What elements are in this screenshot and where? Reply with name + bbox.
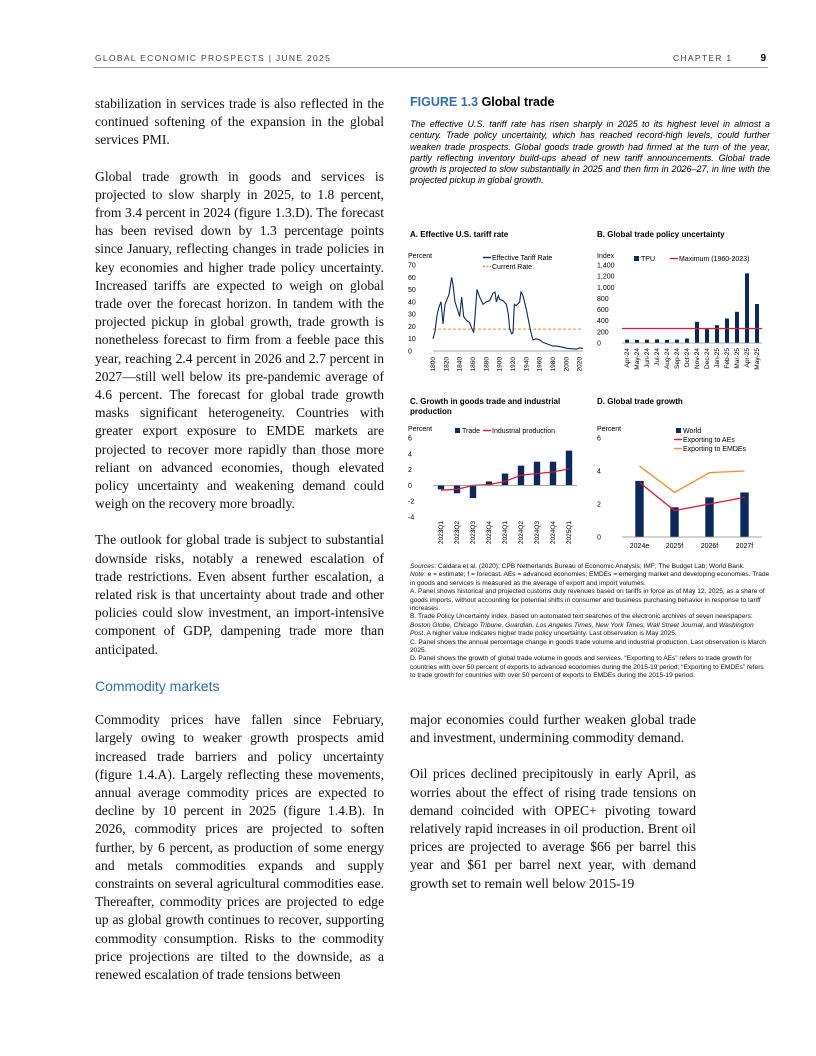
x-tick-label: Oct-24 (684, 348, 691, 368)
x-tick-label: 2024Q4 (550, 521, 557, 545)
tpu-bar (645, 340, 649, 343)
legend-swatch (455, 428, 460, 433)
y-tick-label: 2 (408, 467, 412, 475)
x-tick-label: May-25 (754, 348, 761, 370)
y-tick-label: 10 (408, 336, 416, 344)
tpu-bar (755, 304, 759, 343)
y-tick-label: -4 (408, 514, 415, 522)
note-b-papers: Boston Globe, Chicago Tribune, Guardian, Los Angeles Times, New York Times, Wall Street Journal (410, 621, 703, 629)
chart-c (405, 422, 590, 557)
tpu-bar (715, 325, 719, 343)
panel-b-title: B. Global trade policy uncertainty (597, 230, 725, 239)
x-tick-label: 2023Q3 (470, 521, 477, 545)
tpu-bar (725, 318, 729, 343)
sources-text: : Caldara et al. (2020); CPB Netherlands Bureau of Economic Analysis; IMF; The Budget Lab; World Bank. (434, 563, 745, 570)
y-tick-label: 600 (597, 307, 609, 315)
tpu-bar (745, 273, 749, 343)
note-b-wapo: Washington Post (410, 621, 754, 638)
x-tick-label: Apr-24 (624, 348, 631, 368)
paragraph: stabilization in services trade is also reflected in the continued softening of the expansion in the global services PMI. (95, 96, 384, 148)
y-axis-label: Index (597, 253, 615, 260)
y-tick-label: 0 (408, 348, 412, 356)
y-tick-label: 60 (408, 274, 416, 282)
legend-label: World (683, 428, 702, 435)
x-tick-label: Dec-24 (704, 348, 711, 369)
y-tick-label: 4 (597, 468, 601, 476)
figure-number: FIGURE 1.3 (410, 95, 479, 109)
y-tick-label: 30 (408, 311, 416, 319)
y-tick-label: 50 (408, 287, 416, 295)
paragraph: The outlook for global trade is subject to substantial downside risks, notably a renewed escalation of trade restrictions. Even absent further escalation, a related risk is that uncertainty about trade and other policies could slow investment, an import-intensive component of GDP, dampening trade more than anticipated. (95, 532, 384, 657)
x-tick-label: Jul-24 (654, 348, 661, 366)
panel-a-title: A. Effective U.S. tariff rate (410, 230, 509, 239)
y-tick-label: 800 (597, 295, 609, 303)
world-bar (635, 481, 643, 537)
world-bar (740, 492, 748, 537)
tpu-bar (665, 340, 669, 343)
legend-label: Effective Tariff Rate (492, 255, 553, 262)
x-tick-label: 2023Q4 (486, 521, 493, 545)
y-tick-label: 20 (408, 323, 416, 331)
running-header: GLOBAL ECONOMIC PROSPECTS | JUNE 2025 (95, 53, 332, 63)
note-b-post: . A higher value indicates higher trade policy uncertainty. Last observation is May 2025. (423, 630, 677, 638)
note-label: Note (410, 571, 424, 579)
y-axis-label: Percent (408, 253, 433, 260)
world-bar (670, 507, 678, 537)
chart-b (592, 245, 777, 385)
legend-swatch (634, 256, 639, 261)
sources-note (410, 563, 770, 571)
x-tick-label: Apr-25 (744, 348, 751, 368)
x-tick-label: 2023Q2 (454, 521, 461, 545)
x-tick-label: 1980 (550, 357, 557, 372)
x-tick-label: Feb-25 (724, 348, 731, 369)
tpu-bar (675, 340, 679, 343)
x-tick-label: 2023Q1 (438, 521, 445, 545)
note-b-pre: B. Trade Policy Uncertainty index, based on automated text searches of the electronic archives of seven newspapers: (410, 613, 753, 621)
x-tick-label: Jun-24 (644, 348, 651, 368)
right-column (410, 711, 696, 911)
figure-title (410, 95, 770, 109)
chapter-text: CHAPTER 1 (673, 53, 733, 63)
figure-header (410, 95, 770, 187)
x-tick-label: 2027f (735, 543, 754, 550)
y-axis-label: Percent (408, 426, 433, 433)
legend-label: Maximum (1960-2023) (679, 256, 750, 263)
trade-bar (502, 474, 508, 486)
x-tick-label: Jan-25 (714, 348, 721, 368)
x-tick-label: 2024Q1 (502, 521, 509, 545)
y-tick-label: 400 (597, 318, 609, 326)
x-tick-label: 1800 (430, 357, 437, 372)
x-tick-label: 1940 (523, 357, 531, 372)
legend-label: Industrial production (492, 428, 556, 435)
x-tick-label: Aug-24 (664, 348, 671, 369)
left-column (95, 95, 384, 1002)
x-tick-label: 2026f (700, 543, 719, 550)
general-note (410, 571, 770, 588)
chapter-label (673, 53, 766, 64)
y-tick-label: 0 (408, 482, 412, 490)
x-tick-label: Nov-24 (694, 348, 701, 369)
x-tick-label: 2024Q2 (518, 521, 525, 545)
sources-label: Sources (410, 563, 435, 570)
tpu-bar (705, 329, 709, 343)
note-b-and: , and (702, 621, 719, 629)
paragraph: major economies could further weaken global trade and investment, undermining commodity demand. (410, 712, 696, 746)
x-tick-label: 2025Q1 (566, 521, 573, 545)
y-tick-label: 1,400 (597, 262, 615, 270)
x-tick-label: 1860 (470, 357, 477, 372)
paragraph: Commodity prices have fallen since February, largely owing to weaker growth prospects amid increased trade barriers and policy uncertainty (figure 1.4.A). Largely reflecting these movements, annual average commodity prices are expected to decline by 10 percent in 2025 (figure 1.4.B). In 2026, commodity prices are projected to soften further, by 6 percent, as production of some energy and metals commodities expands and supply constraints on several agricultural commodities ease. Thereafter, commodity prices are projected to edge up as global growth continues to recover, supporting commodity consumption. Risks to the commodity price projections are tilted to the downside, as a renewed escalation of trade tensions between (95, 712, 384, 982)
x-tick-label: Sep-24 (674, 348, 681, 369)
legend-label: TPU (641, 256, 655, 263)
y-axis-label: Percent (597, 426, 622, 433)
legend-label: Exporting to EMDEs (683, 446, 747, 453)
tpu-bar (655, 339, 659, 343)
panel-d-title: D. Global trade growth (597, 397, 683, 406)
trade-bar (438, 485, 444, 489)
x-tick-label: 2024Q3 (534, 521, 541, 545)
x-tick-label: 1900 (496, 357, 504, 372)
figure-notes (410, 563, 770, 681)
x-tick-label: Mar-25 (734, 348, 741, 369)
legend-label: Trade (462, 428, 481, 435)
x-tick-label: May-24 (634, 348, 641, 370)
y-tick-label: 200 (597, 329, 609, 337)
y-tick-label: -2 (408, 498, 415, 506)
x-tick-label: 1880 (483, 357, 491, 372)
note-c: C. Panel shows the annual percentage change in goods trade volume and industrial production. Last observation is March 2025. (410, 638, 766, 655)
legend-label: Exporting to AEs (683, 437, 735, 444)
tpu-bar (635, 340, 639, 343)
x-tick-label: 2020 (576, 357, 584, 372)
x-tick-label: 1820 (443, 357, 451, 372)
paragraph: Oil prices declined precipitously in early April, as worries about the effect of rising trade tensions on demand coincided with OPEC+ pivoting toward relatively rapid increases in oil production. Brent oil prices are projected to average $66 per barrel this year and $61 per barrel next year, with demand growth set to remain well below 2015-19 (410, 766, 696, 891)
effective-tariff-line (433, 277, 583, 349)
x-tick-label: 1920 (510, 357, 517, 372)
chart-a (405, 245, 590, 385)
tpu-bar (735, 312, 739, 343)
exporting-aes-line (640, 483, 745, 511)
x-tick-label: 2024e (629, 543, 650, 550)
y-tick-label: 1,000 (597, 284, 615, 292)
y-tick-label: 4 (408, 451, 412, 459)
chart-d (592, 422, 777, 557)
legend-label: Current Rate (492, 264, 533, 271)
y-tick-label: 0 (597, 534, 601, 542)
tpu-bar (685, 339, 689, 343)
figure-subtitle: The effective U.S. tariff rate has risen sharply in 2025 to its highest level in almost a century. Trade policy uncertainty, which has reached record-high levels, could further weaken trade prospects. Global goods trade growth had firmed at the turn of the year, partly reflecting inventory build-ups ahead of new tariff announcements. Global trade growth is projected to slow substantially in 2025 and then firm in 2026–27, in line with the projected pickup in global growth. (410, 119, 770, 186)
note-b (410, 613, 770, 638)
paragraph: Global trade growth in goods and services is projected to slow sharply in 2025, to 1.8 percent, from 3.4 percent in 2024 (figure 1.3.D). The forecast has been revised down by 1.3 percentage points since January, reflecting changes in trade policies in key economies and higher trade policy uncertainty. Increased tariffs are expected to weigh on global trade over the forecast horizon. In tandem with the projected pickup in global growth, trade growth is nonetheless forecast to firm from a feeble pace this year, reaching 2.4 percent in 2026 and 2.7 percent in 2027—still well below its pre-pandemic average of 4.6 percent. The forecast for global trade growth masks significant heterogeneity. Countries with greater export exposure to EMDE markets are projected to recover more rapidly than those more reliant on advanced economies, though elevated policy uncertainty and weakening demand could weigh on the recovery more broadly. (95, 168, 384, 512)
trade-bar (550, 462, 556, 486)
panel-c-title: C. Growth in goods trade and industrial production (410, 397, 561, 416)
y-tick-label: 6 (408, 435, 412, 443)
trade-bar (566, 451, 572, 486)
x-tick-label: 2000 (563, 357, 571, 372)
y-tick-label: 40 (408, 299, 416, 307)
y-tick-label: 70 (408, 262, 416, 270)
header-rule (93, 67, 768, 68)
tpu-bar (625, 340, 629, 343)
tpu-bar (695, 322, 699, 343)
x-tick-label: 2025f (665, 543, 684, 550)
trade-bar (470, 485, 476, 498)
y-tick-label: 6 (597, 435, 601, 443)
y-tick-label: 0 (597, 340, 601, 348)
section-heading: Commodity markets (95, 677, 220, 694)
x-tick-label: 1960 (536, 357, 544, 372)
note-text: : e = estimate; f = forecast. AEs = advanced economies; EMDEs = emerging market and developing economies. Trade in goods and services is measured as the average of export and import volumes. (410, 571, 770, 587)
note-a: A. Panel shows historical and projected customs duty revenues based on tariffs in force as of May 12, 2025, as a share of goods imports, without accounting for potential shifts in consumer and business purchasing behavior in response to tariff increases. (410, 588, 765, 613)
x-tick-label: 1840 (456, 357, 464, 372)
note-d: D. Panel shows the growth of global trade volume in goods and services. “Exporting to AEs” refers to trade growth for countries with over 50 percent of exports to advanced economies during the 2015-19 period; “Exporting to EMDEs” refers to trade growth for countries with over 50 percent of exports to EMDEs during the 2015-19 period. (410, 655, 764, 680)
page-number: 9 (760, 53, 766, 64)
y-tick-label: 2 (597, 501, 601, 509)
y-tick-label: 1,200 (597, 273, 615, 281)
legend-swatch (676, 428, 681, 433)
figure-title-text: Global trade (481, 95, 555, 109)
exporting-emdes-line (640, 466, 745, 492)
